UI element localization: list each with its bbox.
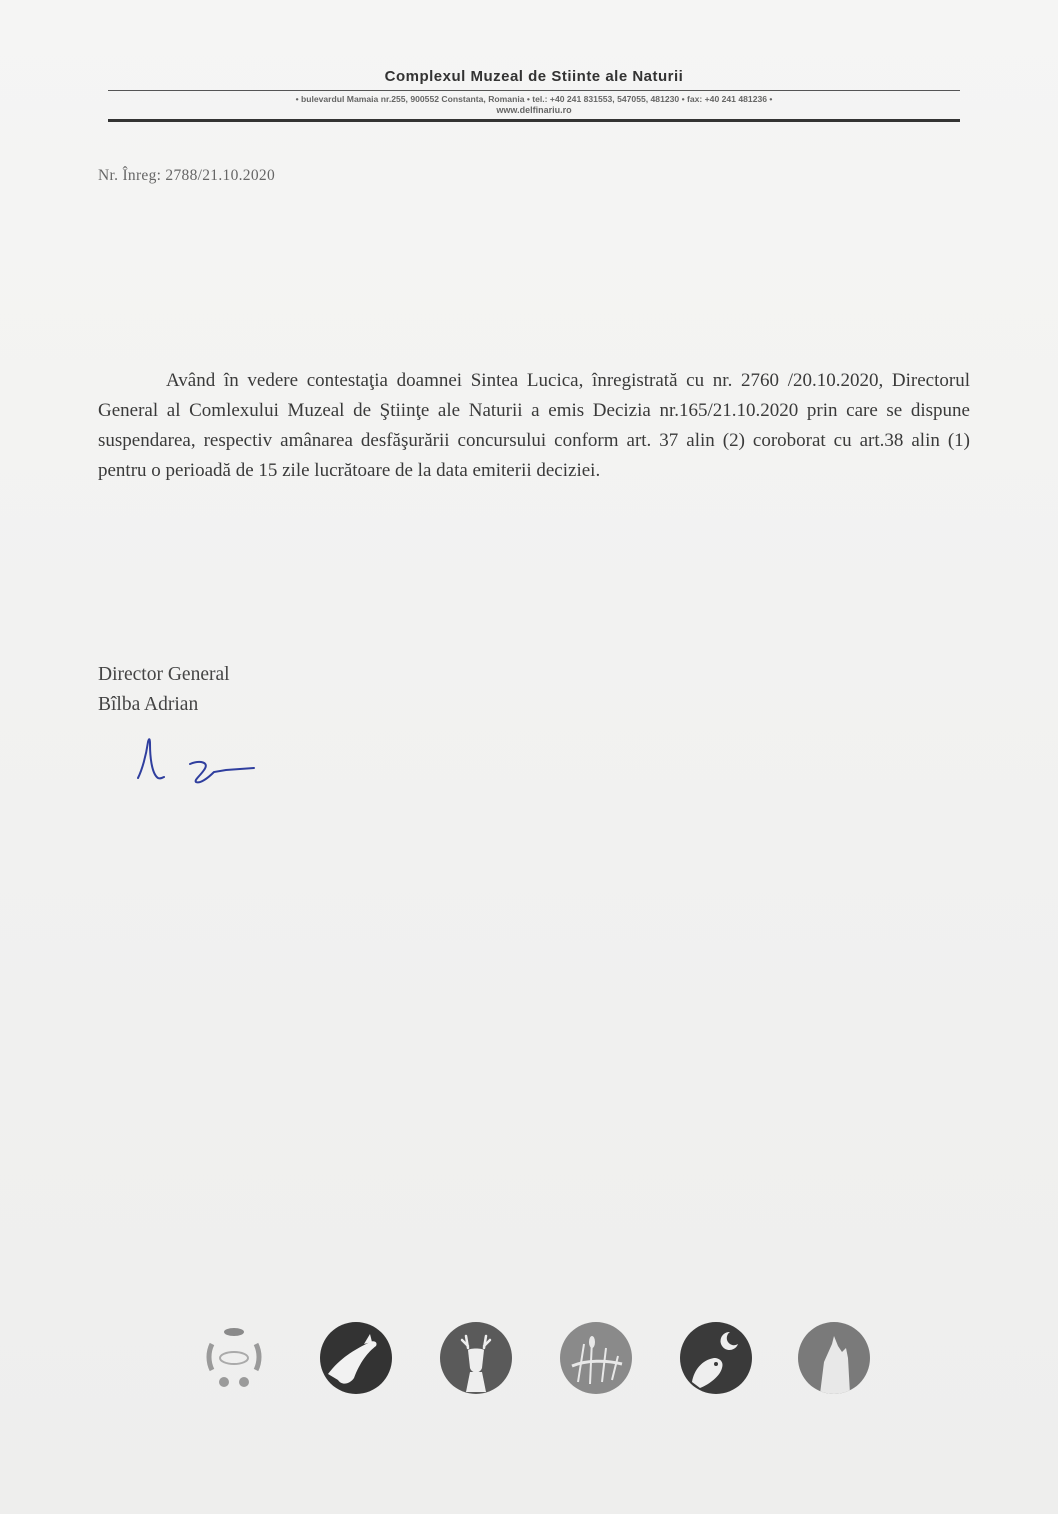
- museum-emblem-icon: [198, 1322, 270, 1394]
- header-divider-thick: [108, 119, 960, 122]
- website-link[interactable]: www.delfinariu.ro: [496, 105, 572, 115]
- registration-number: Nr. Înreg: 2788/21.10.2020: [98, 167, 275, 184]
- deer-icon: [440, 1322, 512, 1394]
- header-divider-thin: [108, 90, 960, 91]
- owl-moon-icon: [680, 1322, 752, 1394]
- signatory-block: [98, 660, 230, 720]
- institution-name: Complexul Muzeal de Stiinte ale Naturii: [384, 68, 684, 85]
- letterhead: [108, 68, 960, 122]
- handwritten-signature: [130, 730, 270, 795]
- signatory-title: Director General: [98, 664, 230, 685]
- signatory-name: Bîlba Adrian: [98, 694, 199, 715]
- footer-icon-row: [198, 1318, 888, 1398]
- reed-icon: [560, 1322, 632, 1394]
- contact-line: • bulevardul Mamaia nr.255, 900552 Constanta, Romania • tel.: +40 241 831553, 547055, 481230 • fax: +40 241 481236 •: [295, 94, 773, 104]
- wolf-icon: [798, 1322, 870, 1394]
- dolphin-icon: [320, 1322, 392, 1394]
- body-paragraph: Având în vedere contestaţia doamnei Sintea Lucica, înregistrată cu nr. 2760 /20.10.2020, Directorul General al Comlexului Muzeal de Ştiinţe ale Naturii a emis Decizia nr.165/21.10.2020 prin care se dispune suspendarea, respectiv amânarea desfăşurării concursului conform art. 37 alin (2) coroborat cu art.38 alin (1) pentru o perioadă de 15 zile lucrătoare de la data emiterii deciziei.: [98, 370, 970, 481]
